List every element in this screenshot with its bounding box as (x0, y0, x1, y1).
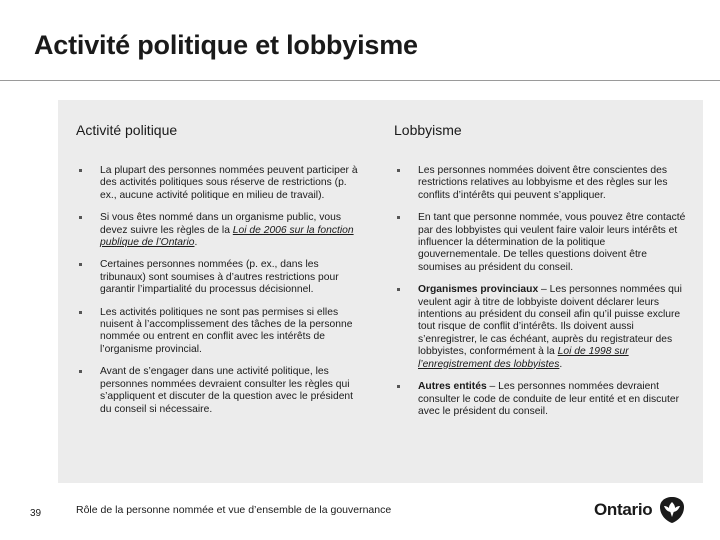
list-item: Avant de s’engager dans une activité politique, les personnes nommées devraient consulter les règles qui s’appliquent et discuter de la question avec le président du conseil si nécessaire. (76, 366, 366, 416)
logo-wordmark: Ontario (594, 500, 653, 519)
list-item: Autres entités – Les personnes nommées devraient consulter le code de conduite de leur entité et en discuter avec le président du conseil. (394, 381, 689, 418)
list-item: Certaines personnes nommées (p. ex., dans les tribunaux) sont soumises à d’autres restrictions pour garantir l’impartialité du processus décisionnel. (76, 259, 366, 296)
square-bullet-icon (397, 216, 400, 219)
square-bullet-icon (79, 263, 82, 266)
page-number: 39 (30, 508, 42, 519)
law-link-public-service[interactable]: Loi de 2006 sur la fonction publique de l’Ontario (100, 224, 354, 249)
political-activity-heading: Activité politique (76, 122, 178, 138)
political-activity-list (76, 165, 366, 416)
square-bullet-icon (79, 216, 82, 219)
footer-text: Rôle de la personne nommée et vue d’ensemble de la gouvernance (76, 504, 392, 516)
law-link-lobbyists-registration[interactable]: Loi de 1998 sur l’enregistrement des lobbyistes (418, 346, 629, 370)
square-bullet-icon (79, 311, 82, 314)
list-item: Les activités politiques ne sont pas permises si elles nuisent à l’accomplissement des tâches de la personne nommée ou entrent en conflit avec les intérêts de l’organisme provincial. (76, 307, 366, 357)
ontario-logo (594, 496, 685, 524)
square-bullet-icon (79, 370, 82, 373)
list-item: La plupart des personnes nommées peuvent participer à des activités politiques sous réserve de restrictions (p. ex., aucune activité politique en milieu de travail). (76, 165, 366, 202)
list-item: Si vous êtes nommé dans un organisme public, vous devez suivre les règles de la Loi de 2006 sur la fonction publique de l’Ontario. (76, 212, 366, 249)
square-bullet-icon (397, 169, 400, 172)
list-item: Organismes provinciaux – Les personnes nommées qui veulent agir à titre de lobbyiste doivent déclarer leurs intentions au président du conseil afin qu’il puisse exclure tout risque de conflit d’intérêts. Ils doivent aussi s’enregistrer, le cas échéant, auprès du registrateur des lobbyistes, conformément à la Loi de 1998 sur l’enregistrement des lobbyistes. (394, 284, 689, 371)
ontario-trillium-icon (659, 496, 685, 524)
list-item: Les personnes nommées doivent être conscientes des restrictions relatives au lobbyisme et des règles sur les conflits d’intérêts qui peuvent s’appliquer. (394, 165, 689, 202)
square-bullet-icon (397, 385, 400, 388)
square-bullet-icon (79, 169, 82, 172)
lobbying-heading: Lobbyisme (394, 122, 462, 138)
content-panel (58, 100, 703, 483)
lobbying-list (394, 165, 689, 418)
title-divider (0, 80, 720, 81)
square-bullet-icon (397, 288, 400, 291)
page-title: Activité politique et lobbyisme (34, 30, 418, 60)
list-item: En tant que personne nommée, vous pouvez être contacté par des lobbyistes qui veulent faire valoir leurs intérêts et influencer la détermination de la politique gouvernementale. De telles questions doivent être soumises au président du conseil. (394, 212, 689, 274)
